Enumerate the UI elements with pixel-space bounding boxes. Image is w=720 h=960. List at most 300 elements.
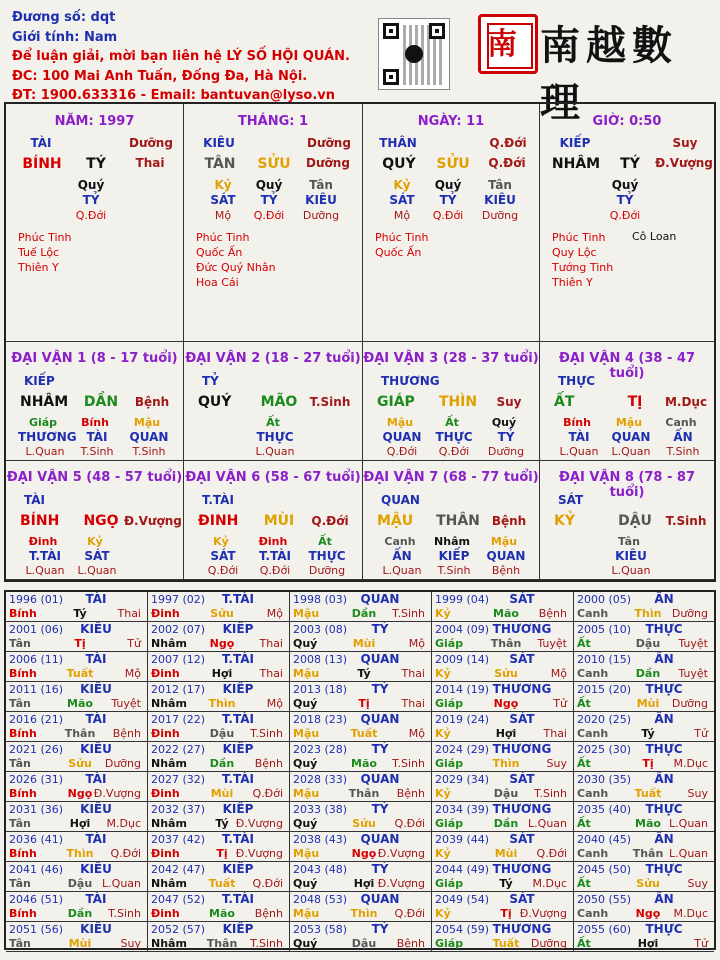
hidden-god: KIÊU (615, 549, 647, 563)
year-branch: Sửu (68, 757, 92, 770)
pillar-right: Q.Đới (488, 156, 526, 170)
hidden-god: ẤN (392, 549, 412, 563)
year-god: ẤN (654, 832, 674, 846)
year-branch: Tý (357, 667, 371, 680)
year-state: Suy (120, 937, 141, 950)
dai-van-stem: ĐINH (198, 513, 239, 529)
year-label: 2029 (34) (435, 773, 490, 786)
year-stem: Bính (9, 667, 37, 680)
pillar-stem: BÍNH (22, 156, 62, 172)
year-cell[interactable] (574, 682, 714, 712)
year-cell[interactable] (574, 652, 714, 682)
hidden-stem: Đinh (258, 535, 288, 548)
year-label: 2030 (35) (577, 773, 632, 786)
year-state: Tử (694, 937, 708, 950)
year-cell[interactable] (6, 922, 148, 952)
dai-van-state: Suy (496, 395, 522, 409)
year-label: 2025 (30) (577, 743, 632, 756)
year-cell[interactable] (290, 622, 432, 652)
dai-van-stem: NHÂM (20, 394, 69, 410)
year-branch: Dần (351, 607, 377, 620)
year-cell[interactable] (432, 682, 574, 712)
year-stem: Đinh (151, 787, 180, 800)
owner-label: Đương số: dqt (12, 10, 116, 25)
hidden-state: L.Quan (559, 445, 599, 458)
dai-van-state: Đ.Vượng (124, 514, 182, 528)
year-branch: Tý (215, 817, 229, 830)
year-god: ẤN (654, 772, 674, 786)
dai-van-branch: THÌN (438, 394, 478, 410)
year-label: 2008 (13) (293, 653, 348, 666)
year-state: T.Sinh (250, 937, 283, 950)
hidden-stem: Bính (81, 416, 109, 429)
year-branch: Sửu (494, 667, 518, 680)
hidden-god: SÁT (210, 193, 236, 207)
hidden-god: SÁT (389, 193, 415, 207)
year-label: 2042 (47) (151, 863, 206, 876)
year-stem: Đinh (151, 907, 180, 920)
hidden-state: Q.Đới (259, 564, 291, 577)
year-cell[interactable] (6, 772, 148, 802)
year-branch: Thìn (634, 607, 662, 620)
year-label: 2014 (19) (435, 683, 490, 696)
year-cell[interactable] (432, 622, 574, 652)
year-state: Dưỡng (671, 697, 708, 710)
year-label: 2046 (51) (9, 893, 64, 906)
year-cell[interactable] (148, 772, 290, 802)
hidden-god: ẤN (673, 430, 693, 444)
year-cell[interactable] (290, 682, 432, 712)
year-cell[interactable] (148, 592, 290, 622)
dai-van-title: ĐẠI VẬN 1 (8 - 17 tuổi) (11, 351, 178, 366)
hidden-state: Q.Đới (438, 445, 470, 458)
year-label: 2034 (39) (435, 803, 490, 816)
hidden-state: L.Quan (611, 564, 651, 577)
year-state: Đ.Vượng (93, 787, 141, 800)
hidden-stem: Canh (384, 535, 416, 548)
dai-van-stem: QUÝ (198, 394, 232, 410)
star-list (375, 230, 429, 260)
year-state: M.Dục (106, 817, 141, 830)
hidden-god: QUAN (611, 430, 651, 444)
hidden-god: SÁT (210, 549, 236, 563)
year-state: Q.Đới (536, 847, 567, 860)
year-label: 2022 (27) (151, 743, 206, 756)
hidden-state: Mộ (214, 209, 232, 222)
pillar-title: NGÀY: 11 (417, 114, 485, 129)
year-branch: Tý (73, 607, 87, 620)
year-cell[interactable] (148, 922, 290, 952)
year-cell[interactable] (574, 832, 714, 862)
dai-van-title: ĐẠI VẬN 3 (28 - 37 tuổi) (363, 351, 539, 366)
year-stem: Quý (293, 877, 318, 890)
hidden-state: L.Quan (611, 445, 651, 458)
year-state: T.Sinh (392, 757, 425, 770)
year-state: Q.Đới (394, 907, 425, 920)
dai-van-cell[interactable] (184, 342, 363, 461)
dai-van-branch: NGỌ (83, 513, 119, 529)
star-list (552, 230, 613, 290)
year-label: 2053 (58) (293, 923, 348, 936)
year-cell[interactable] (432, 802, 574, 832)
year-god: ẤN (654, 592, 674, 606)
year-state: T.Sinh (250, 727, 283, 740)
pillar-branch: TÝ (620, 156, 640, 172)
year-cell[interactable] (290, 772, 432, 802)
year-cell[interactable] (290, 892, 432, 922)
year-branch: Ngọ (493, 697, 519, 710)
dai-van-god: SÁT (558, 493, 584, 507)
year-branch: Hợi (637, 937, 659, 950)
dai-van-branch: DẦN (83, 394, 119, 410)
year-stem: Bính (9, 907, 37, 920)
year-branch: Thìn (350, 907, 378, 920)
hidden-state: T.Sinh (132, 445, 166, 458)
dai-van-cell[interactable] (540, 461, 714, 580)
year-cell[interactable] (148, 682, 290, 712)
year-god: THỰC (645, 922, 683, 936)
address-label: ĐC: 100 Mai Anh Tuấn, Đống Đa, Hà Nội. (12, 68, 308, 84)
year-label: 2043 (48) (293, 863, 348, 876)
hidden-stem: Quý (491, 416, 517, 429)
seal-logo: 南 (478, 14, 538, 74)
year-label: 2018 (23) (293, 713, 348, 726)
year-label: 2010 (15) (577, 653, 632, 666)
dai-van-cell[interactable] (540, 342, 714, 461)
year-state: T.Sinh (392, 607, 425, 620)
year-god: KIÊU (80, 802, 112, 816)
year-god: KIÊU (80, 862, 112, 876)
year-cell[interactable] (6, 682, 148, 712)
year-cell[interactable] (6, 592, 148, 622)
year-cell[interactable] (148, 652, 290, 682)
hidden-god: TỶ (260, 193, 278, 207)
hidden-god: TÀI (568, 430, 590, 444)
hidden-god: THỰC (435, 430, 473, 444)
dai-van-cell[interactable] (184, 461, 363, 580)
year-cell[interactable] (432, 592, 574, 622)
year-stem: Canh (577, 787, 609, 800)
year-state: Tuyệt (111, 697, 141, 710)
year-stem: Giáp (435, 877, 464, 890)
dai-van-cell[interactable] (6, 461, 184, 580)
dai-van-title: ĐẠI VẬN 5 (48 - 57 tuổi) (6, 470, 183, 485)
year-cell[interactable] (6, 712, 148, 742)
year-label: 2041 (46) (9, 863, 64, 876)
dai-van-cell[interactable] (6, 342, 184, 461)
year-cell[interactable] (432, 832, 574, 862)
year-cell[interactable] (432, 922, 574, 952)
year-label: 2033 (38) (293, 803, 348, 816)
pillar-branch: TÝ (86, 156, 106, 172)
dai-van-cell[interactable] (363, 461, 540, 580)
year-stem: Quý (293, 757, 318, 770)
year-state: Q.Đới (110, 847, 141, 860)
year-state: Đ.Vượng (377, 847, 425, 860)
year-branch: Mùi (210, 787, 234, 800)
year-stem: Ất (577, 817, 591, 830)
hidden-state: T.Sinh (666, 445, 700, 458)
star-list (18, 230, 72, 275)
year-branch: Sửu (210, 607, 234, 620)
year-state: Mộ (408, 637, 425, 650)
hidden-god: KIÊU (484, 193, 516, 207)
year-label: 2013 (18) (293, 683, 348, 696)
dai-van-branch: MÙI (263, 513, 295, 529)
hidden-god: TỶ (616, 193, 634, 207)
year-god: THỰC (645, 682, 683, 696)
dai-van-god: THỰC (558, 374, 596, 388)
qr-code-icon (378, 18, 450, 90)
year-branch: Tị (74, 637, 86, 650)
year-cell[interactable] (432, 742, 574, 772)
chart-grid (4, 102, 716, 582)
year-state: Suy (546, 757, 567, 770)
year-label: 2005 (10) (577, 623, 632, 636)
pillar-state: Suy (672, 136, 698, 150)
year-label: 2039 (44) (435, 833, 490, 846)
hidden-stem: Ất (266, 416, 280, 429)
year-label: 2015 (20) (577, 683, 632, 696)
year-cell[interactable] (6, 622, 148, 652)
year-state: T.Sinh (108, 907, 141, 920)
hidden-god: THƯƠNG (18, 430, 77, 444)
year-cell[interactable] (148, 742, 290, 772)
pillar-state: Q.Đới (489, 136, 527, 150)
year-cell[interactable] (574, 712, 714, 742)
year-branch: Hợi (353, 877, 375, 890)
year-god: TÀI (85, 892, 107, 906)
hidden-stem: Mậu (615, 416, 643, 429)
year-cell[interactable] (290, 802, 432, 832)
year-branch: Mão (351, 757, 377, 770)
year-cell[interactable] (574, 892, 714, 922)
year-state: Tử (553, 697, 567, 710)
pillar-right: Đ.Vượng (655, 156, 713, 170)
year-god: THỰC (645, 742, 683, 756)
year-god: KIẾP (222, 862, 254, 876)
year-god: T.TÀI (222, 772, 254, 786)
year-branch: Thìn (492, 757, 520, 770)
year-god: TỶ (371, 622, 389, 636)
year-label: 2007 (12) (151, 653, 206, 666)
hidden-stem: Kỷ (87, 535, 103, 548)
year-god: T.TÀI (222, 832, 254, 846)
year-cell[interactable] (574, 802, 714, 832)
year-state: Thai (117, 607, 141, 620)
year-god: THƯƠNG (492, 682, 552, 696)
year-god: TỶ (371, 682, 389, 696)
pillar-cell (184, 104, 363, 342)
hidden-state: Bệnh (491, 564, 521, 577)
hidden-state: T.Sinh (437, 564, 471, 577)
year-cell[interactable] (432, 772, 574, 802)
year-state: T.Sinh (534, 787, 567, 800)
hidden-stem: Tân (488, 178, 512, 192)
year-cell[interactable] (574, 862, 714, 892)
year-state: Đ.Vượng (377, 877, 425, 890)
year-branch: Thân (348, 787, 380, 800)
year-cell[interactable] (290, 742, 432, 772)
year-cell[interactable] (6, 652, 148, 682)
year-god: TÀI (85, 592, 107, 606)
star-item: Phúc Tinh (18, 231, 72, 244)
dai-van-cell[interactable] (363, 342, 540, 461)
year-label: 2054 (59) (435, 923, 490, 936)
year-god: SÁT (509, 592, 535, 606)
year-cell[interactable] (432, 862, 574, 892)
hidden-god: TỶ (497, 430, 515, 444)
year-cell[interactable] (432, 652, 574, 682)
year-branch: Hợi (495, 727, 517, 740)
dai-van-stem: BÍNH (20, 513, 60, 529)
header-info (12, 8, 350, 106)
year-cell[interactable] (290, 922, 432, 952)
year-god: ẤN (654, 892, 674, 906)
year-god: KIẾP (222, 802, 254, 816)
year-cell[interactable] (6, 802, 148, 832)
year-stem: Tân (9, 697, 31, 710)
dai-van-god: THƯƠNG (381, 374, 440, 388)
year-stem: Nhâm (151, 877, 187, 890)
year-cell[interactable] (432, 712, 574, 742)
pillar-right: Thai (135, 156, 165, 170)
hidden-stem: Tân (309, 178, 333, 192)
year-branch: Thân (64, 727, 96, 740)
dai-van-stem: MẬU (377, 513, 414, 529)
year-cell[interactable] (6, 832, 148, 862)
year-state: Bệnh (254, 757, 283, 770)
year-cell[interactable] (6, 862, 148, 892)
star-item: Phúc Tinh (375, 231, 429, 244)
year-cell[interactable] (290, 862, 432, 892)
year-cell[interactable] (574, 742, 714, 772)
year-cell[interactable] (148, 892, 290, 922)
year-cell[interactable] (148, 802, 290, 832)
year-cell[interactable] (290, 652, 432, 682)
year-state: Mộ (550, 667, 567, 680)
year-stem: Quý (293, 697, 318, 710)
pillar-god: THÂN (379, 136, 417, 150)
star-item: Hoa Cái (196, 276, 239, 289)
year-stem: Canh (577, 667, 609, 680)
year-god: KIẾP (222, 922, 254, 936)
dai-van-god: QUAN (381, 493, 420, 507)
year-stem: Kỷ (435, 787, 451, 800)
year-stem: Canh (577, 847, 609, 860)
dai-van-state: Q.Đới (311, 514, 349, 528)
year-stem: Mậu (293, 607, 320, 620)
hidden-state: Mộ (393, 209, 411, 222)
year-label: 2035 (40) (577, 803, 632, 816)
hidden-god: KIÊU (305, 193, 337, 207)
year-cell[interactable] (574, 622, 714, 652)
hidden-stem: Quý (434, 178, 462, 192)
hidden-god: SÁT (84, 549, 110, 563)
year-stem: Kỷ (435, 907, 451, 920)
year-branch: Hợi (69, 817, 91, 830)
dai-van-branch: THÂN (436, 513, 480, 529)
pillar-god: KIẾP (559, 136, 591, 150)
year-label: 2017 (22) (151, 713, 206, 726)
hidden-god: TỶ (82, 193, 100, 207)
year-cell[interactable] (148, 832, 290, 862)
year-branch: Dậu (635, 637, 661, 650)
year-stem: Bính (9, 847, 37, 860)
year-cell[interactable] (6, 892, 148, 922)
pillar-branch: SỬU (436, 156, 470, 172)
year-label: 2051 (56) (9, 923, 64, 936)
phone-email-label[interactable]: ĐT: 1900.633316 - Email: bantuvan@lyso.vn (12, 88, 336, 103)
year-branch: Dậu (209, 727, 235, 740)
star-item: Quy Lộc (552, 246, 597, 259)
year-cell[interactable] (6, 742, 148, 772)
dai-van-state: T.Sinh (309, 395, 351, 409)
year-state: Mộ (408, 727, 425, 740)
year-stem: Nhâm (151, 937, 187, 950)
year-god: KIẾP (222, 742, 254, 756)
year-stem: Quý (293, 937, 318, 950)
year-cell[interactable] (148, 862, 290, 892)
hidden-god: THỰC (308, 549, 346, 563)
year-cell[interactable] (148, 712, 290, 742)
year-state: Thai (259, 667, 283, 680)
year-god: THƯƠNG (492, 922, 552, 936)
year-state: L.Quan (669, 847, 708, 860)
hidden-state: Dưỡng (487, 445, 525, 458)
year-cell[interactable] (290, 592, 432, 622)
hidden-stem: Ất (318, 535, 332, 548)
year-branch: Tuất (66, 667, 94, 680)
year-label: 1998 (03) (293, 593, 348, 606)
year-cell[interactable] (148, 622, 290, 652)
year-branch: Dậu (67, 877, 93, 890)
year-label: 2031 (36) (9, 803, 64, 816)
dai-van-god: KIẾP (24, 374, 55, 388)
year-stem: Ất (577, 697, 591, 710)
year-cell[interactable] (574, 922, 714, 952)
year-label: 2055 (60) (577, 923, 632, 936)
year-cell[interactable] (290, 832, 432, 862)
year-state: Thai (259, 637, 283, 650)
pillar-right: Dưỡng (306, 156, 350, 170)
year-label: 2011 (16) (9, 683, 64, 696)
hidden-stem: Tân (618, 535, 640, 548)
year-branch: Ngọ (67, 787, 93, 800)
year-cell[interactable] (290, 712, 432, 742)
year-cell[interactable] (574, 772, 714, 802)
year-label: 2038 (43) (293, 833, 348, 846)
year-god: SÁT (509, 772, 535, 786)
year-state: Tuyệt (537, 637, 567, 650)
year-stem: Tân (9, 637, 31, 650)
year-stem: Đinh (151, 607, 180, 620)
year-god: TỶ (371, 922, 389, 936)
year-cell[interactable] (574, 592, 714, 622)
hidden-state: Dưỡng (481, 209, 519, 222)
year-label: 2024 (29) (435, 743, 490, 756)
year-branch: Tị (642, 757, 654, 770)
year-label: 2045 (50) (577, 863, 632, 876)
year-state: Đ.Vượng (235, 847, 283, 860)
year-branch: Tý (641, 727, 655, 740)
year-label: 2012 (17) (151, 683, 206, 696)
year-state: M.Dục (673, 757, 708, 770)
year-cell[interactable] (432, 892, 574, 922)
hidden-stem: Quý (255, 178, 283, 192)
year-state: Dưỡng (530, 937, 567, 950)
dai-van-title: ĐẠI VẬN 4 (38 - 47 tuổi) (559, 351, 695, 381)
